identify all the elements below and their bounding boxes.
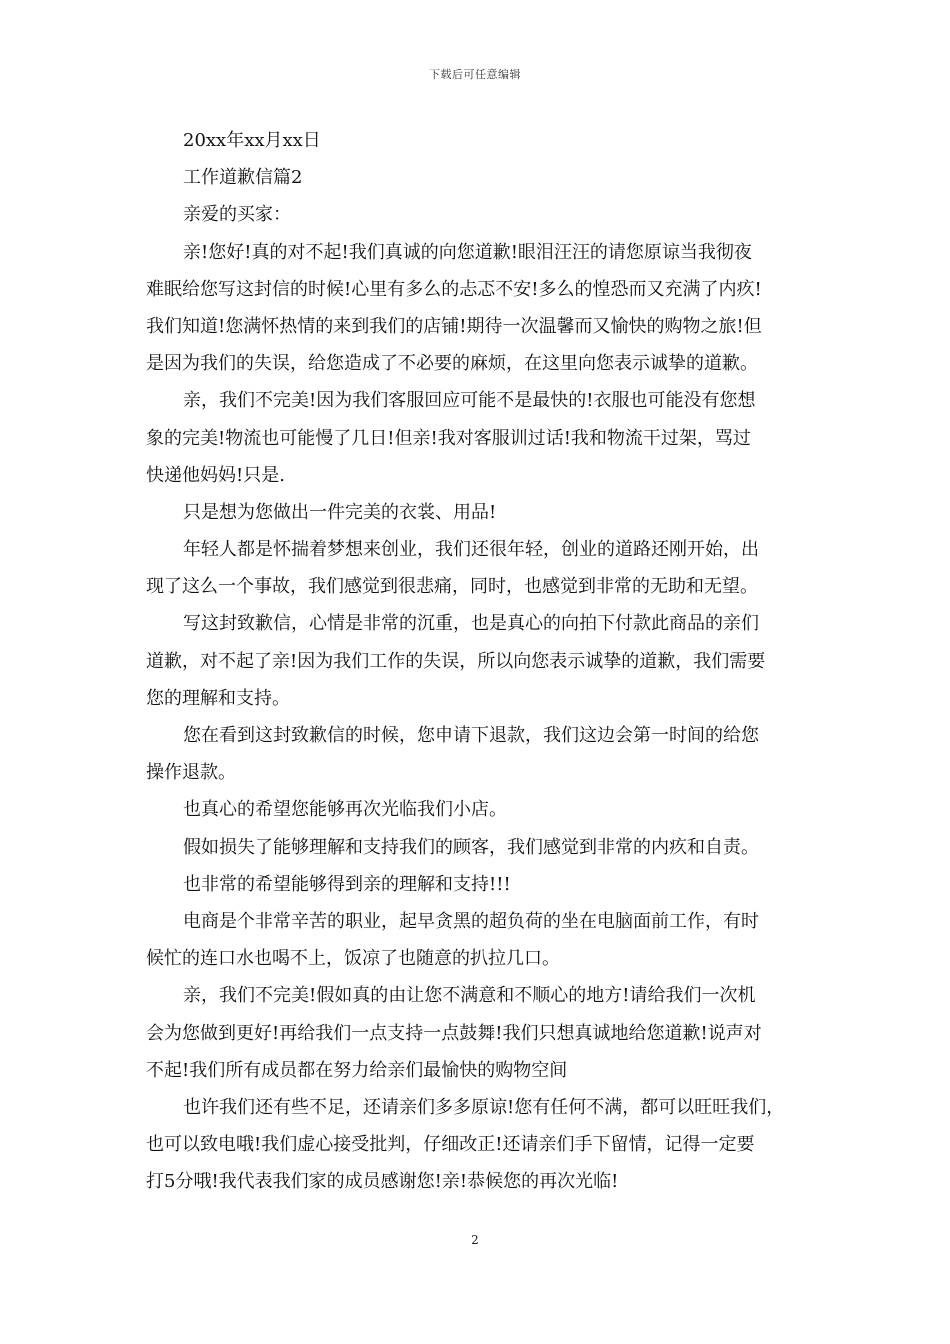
text-line: 工作道歉信篇2: [183, 167, 303, 189]
text-line: 您的理解和支持。: [146, 687, 290, 709]
text-line: 也非常的希望能够得到亲的理解和支持!!!: [183, 873, 511, 895]
text-line: 快递他妈妈!只是.: [146, 464, 285, 486]
text-line: 您在看到这封致歉信的时候，您申请下退款，我们这边会第一时间的给您: [183, 725, 759, 746]
text-line: 道歉，对不起了亲!因为我们工作的失误，所以向您表示诚挚的道歉，我们需要: [146, 650, 766, 672]
text-line: 20xx年xx月xx日: [183, 130, 321, 151]
text-line: 难眠给您写这封信的时候!心里有多么的忐忑不安!多么的惶恐而又充满了内疚!: [146, 278, 762, 300]
text-line: 亲!您好!真的对不起!我们真诚的向您道歉!眼泪汪汪的请您原谅当我彻夜: [183, 241, 752, 263]
text-line: 候忙的连口水也喝不上，饭凉了也随意的扒拉几口。: [146, 948, 560, 970]
text-line: 不起!我们所有成员都在努力给亲们最愉快的购物空间: [146, 1059, 568, 1081]
text-line: 也真心的希望您能够再次光临我们小店。: [183, 799, 507, 821]
document-body: [146, 122, 810, 1200]
text-line: 象的完美!物流也可能慢了几日!但亲!我对客服训过话!我和物流干过架，骂过: [146, 427, 751, 449]
text-line: 写这封致歉信，心情是非常的沉重，也是真心的向拍下付款此商品的亲们: [183, 613, 759, 635]
text-line: 电商是个非常辛苦的职业，起早贪黑的超负荷的坐在电脑面前工作，有时: [183, 910, 759, 932]
text-line: 也许我们还有些不足，还请亲们多多原谅!您有任何不满，都可以旺旺我们，: [183, 1096, 785, 1118]
text-line: 假如损失了能够理解和支持我们的顾客，我们感觉到非常的内疚和自责。: [183, 836, 759, 858]
text-line: 会为您做到更好!再给我们一点支持一点鼓舞!我们只想真诚地给您道歉!说声对: [146, 1022, 762, 1044]
text-line: 亲爱的买家：: [183, 204, 291, 226]
text-line: 亲，我们不完美!假如真的由让您不满意和不顺心的地方!请给我们一次机: [183, 985, 756, 1007]
text-line: 打5分哦!我代表我们家的成员感谢您!亲!恭候您的再次光临!: [146, 1171, 619, 1193]
page-number: 2: [471, 1233, 479, 1247]
text-line: 只是想为您做出一件完美的衣裳、用品!: [183, 501, 497, 523]
text-line: 是因为我们的失误，给您造成了不必要的麻烦，在这里向您表示诚挚的道歉。: [146, 353, 758, 375]
text-line: 也可以致电哦!我们虚心接受批判，仔细改正!还请亲们手下留情，记得一定要: [146, 1134, 755, 1156]
text-line: 操作退款。: [146, 762, 236, 784]
text-line: 我们知道!您满怀热情的来到我们的店铺!期待一次温馨而又愉快的购物之旅!但: [146, 315, 762, 337]
text-line: 亲，我们不完美!因为我们客服回应可能不是最快的!衣服也可能没有您想: [183, 390, 756, 412]
text-line: 年轻人都是怀揣着梦想来创业，我们还很年轻，创业的道路还刚开始，出: [183, 539, 759, 561]
header-note: 下载后可任意编辑: [429, 68, 521, 81]
text-line: 现了这么一个事故，我们感觉到很悲痛，同时，也感觉到非常的无助和无望。: [146, 576, 758, 598]
